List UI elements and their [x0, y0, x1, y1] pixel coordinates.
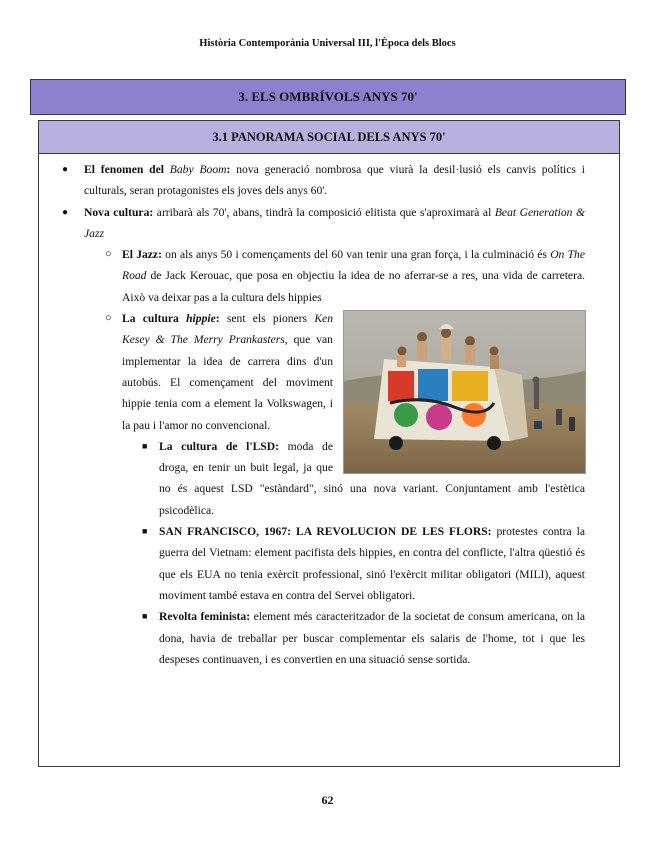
section-title: 3. ELS OMBRÍVOLS ANYS 70' — [238, 89, 418, 104]
list-item-lsd — [142, 436, 585, 521]
item-label: Nova cultura: — [84, 205, 154, 219]
bullet-disc-icon: ● — [62, 164, 69, 175]
item-text: element més caracteritzador de la societat de consum americana, on la dona, havia de treballar per buscar complementar els salaris de l'home, tot i que les despeses continuaven, i es convertien en una situació sense sortida. — [159, 610, 585, 666]
bullet-square-icon: ■ — [142, 440, 148, 451]
bullet-disc-icon: ● — [62, 206, 69, 218]
item-text: nova generació nombrosa que viurà la desil·lusió els canvis polítics i culturals, seran protagonistes els joves dels anys 60'. — [84, 163, 585, 198]
item-label: La cultura de l'LSD: — [159, 439, 279, 453]
list-item-feminista — [142, 606, 585, 670]
item-text: on als anys 50 i començaments del 60 van tenir una gran força, i la culminació és — [161, 248, 551, 262]
running-header: Història Contemporània Universal III, l'Època dels Blocs — [199, 38, 456, 49]
bullet-circle-icon: ○ — [105, 312, 112, 325]
list-item-nova-cultura — [62, 202, 586, 245]
list-item-hippie — [105, 308, 585, 436]
body-text — [39, 154, 619, 670]
item-label: SAN FRANCISCO, 1967: LA REVOLUCION DE LES FLORS: — [159, 525, 492, 539]
list-item-san-francisco — [142, 521, 585, 606]
item-text: protestes contra la guerra del Vietnam: element pacifista dels hippies, en contra del conflicte, l'altra qüestió és que els EUA no tenia exèrcit professional, sinó l'exèrcit militar obligatori (MILI), aquest moviment també estava en contra del Servei obligatori. — [159, 525, 585, 602]
item-text: arribarà als 70', abans, tindrà la composició elitista que s'aproximarà al — [153, 205, 495, 219]
bullet-circle-icon: ○ — [105, 248, 112, 261]
subsection-title-bar — [39, 121, 619, 154]
list-item-baby-boom — [62, 159, 585, 202]
subsection-title: 3.1 PANORAMA SOCIAL DELS ANYS 70' — [212, 129, 446, 144]
item-label: Revolta feminista: — [159, 610, 251, 624]
item-label: El fenomen del — [84, 163, 164, 176]
item-text-2: , que van implementar la idea de carrera dins d'un autobús. El començament del moviment hippie tenia com a element la Volkswagen, i la pau i l'amor no convencional. — [122, 333, 333, 432]
item-colon: : — [215, 312, 220, 326]
item-italic: Ken Kesey & The Merry Prankasters — [122, 312, 333, 347]
page-number: 62 — [321, 793, 334, 807]
item-italic: Beat Generation & Jazz — [84, 205, 586, 240]
list-item-jazz — [105, 244, 585, 308]
item-text: moda de droga, en tenir un buit legal, ja que no és aquest LSD "estàndard", sinó una nova variant. Conjuntament amb l'estètica psicodèlica. — [159, 439, 585, 517]
bullet-square-icon: ■ — [142, 526, 148, 537]
item-text: sent els pioners — [219, 312, 315, 326]
item-colon: : — [226, 163, 231, 176]
bullet-square-icon: ■ — [142, 611, 148, 622]
item-label-italic: Baby Boom — [169, 163, 227, 176]
section-title-bar — [30, 79, 626, 115]
item-label: El Jazz: — [122, 248, 162, 262]
item-text-2: de Jack Kerouac, que posa en objectiu la idea de no aferrar-se a res, una vida de carretera. Això va deixar pas a la cultura dels hippies — [122, 269, 585, 304]
item-label: La cultura — [122, 312, 179, 326]
item-label-italic: hippie — [186, 312, 216, 326]
item-italic: On The Road — [122, 248, 585, 283]
content-box — [38, 120, 620, 767]
